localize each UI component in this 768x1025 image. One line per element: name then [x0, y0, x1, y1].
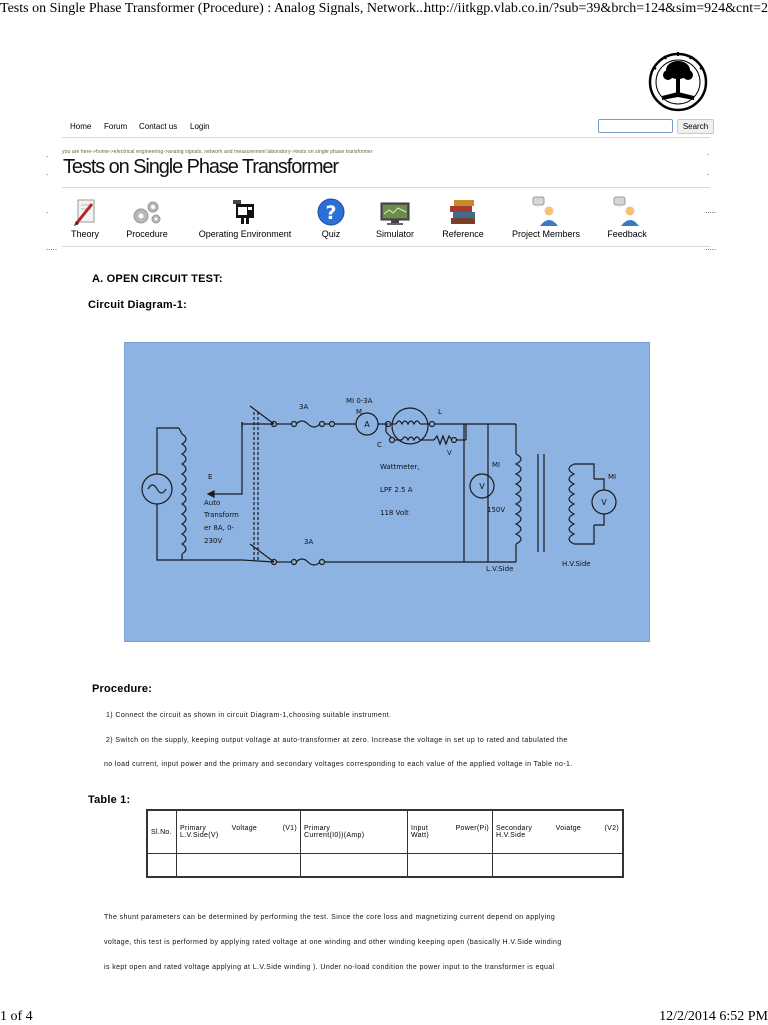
paragraph-line: The shunt parameters can be determined by performing the test. Since the core loss and magnetizing current depend on applying: [104, 914, 556, 921]
separator-dot: .: [46, 206, 49, 215]
autotransformer-label: Auto: [204, 499, 221, 507]
print-date: 12/2/2014 6:52 PM: [659, 1009, 768, 1024]
gears-icon: [131, 198, 163, 226]
tab-label: Feedback: [607, 229, 647, 239]
ammeter-symbol: A: [364, 420, 370, 429]
table-cell: [301, 854, 408, 878]
separator-dot: .: [707, 148, 710, 157]
monitor-icon: [380, 202, 410, 226]
nav-forum[interactable]: Forum: [104, 122, 128, 131]
section-heading: A. OPEN CIRCUIT TEST:: [92, 273, 223, 285]
divider: [62, 246, 710, 247]
film-camera-icon: [232, 200, 258, 226]
print-page-url: http://iitkgp.vlab.co.in/?sub=39&brch=124&sim=924&cnt=2: [424, 1, 768, 16]
wattmeter-terminal-m: M: [356, 408, 363, 416]
separator-dot: .....: [705, 206, 717, 215]
table-cell: [493, 854, 624, 878]
tab-reference[interactable]: [438, 196, 488, 239]
lv-side-label: L.V.Side: [486, 565, 514, 573]
tab-simulator[interactable]: [370, 196, 420, 239]
tab-label: Reference: [442, 229, 484, 239]
print-page-title: Tests on Single Phase Transformer (Procedure) : Analog Signals, Network...: [0, 1, 427, 16]
autotransformer-label: E: [208, 473, 213, 481]
table-header-cell: Input Power(Pi) Watt): [408, 810, 493, 854]
procedure-step-2: 2) Switch on the supply, keeping output voltage at auto-transformer at zero. Increase the voltage in set up to rated and tabulated the: [106, 737, 568, 744]
table-cell: [177, 854, 301, 878]
voltmeter-label: MI: [492, 461, 501, 469]
search-button[interactable]: Search: [677, 119, 714, 134]
separator-dot: .: [46, 150, 49, 159]
wattmeter-spec: 118 Volt: [380, 509, 409, 517]
nav-home[interactable]: Home: [70, 122, 92, 131]
table-header-row: [147, 810, 623, 854]
breadcrumb: you are here->home->electrical engineering->analog signals, network and measurement laboratory->tests on single phase transformer: [62, 149, 373, 155]
table-row: [147, 854, 623, 878]
tab-theory[interactable]: [65, 196, 105, 239]
wattmeter-terminal-l: L: [438, 408, 442, 416]
divider: [62, 187, 710, 188]
page-title: Tests on Single Phase Transformer: [63, 156, 338, 178]
wattmeter-terminal-c: C: [377, 441, 382, 449]
institute-logo-icon: [648, 52, 708, 112]
svg-text:?: ?: [325, 202, 337, 224]
ammeter-label: MI 0-3A: [346, 397, 373, 405]
nav-contact-us[interactable]: Contact us: [139, 122, 178, 131]
fuse-label: 3A: [304, 538, 314, 546]
tab-operating-environment[interactable]: [190, 196, 300, 239]
question-icon: [317, 198, 345, 226]
paragraph-line: voltage, this test is performed by applying rated voltage at one winding and other winding keeping open (basically H.V.Side winding: [104, 939, 562, 946]
hv-side-label: H.V.Side: [562, 560, 591, 568]
table-header-cell: Primary Current(I0))(Amp): [301, 810, 408, 854]
separator-dot: .....: [46, 243, 58, 252]
procedure-step-2-cont: no load current, input power and the primary and secondary voltages corresponding to each value of the applied voltage in Table no-1.: [104, 761, 573, 768]
tab-label: Theory: [70, 229, 99, 239]
diagram-title: Circuit Diagram-1:: [88, 299, 187, 311]
separator-dot: .: [46, 168, 49, 177]
person-chat-icon: [531, 196, 561, 226]
print-page-number: 1 of 4: [0, 1009, 33, 1024]
search-input[interactable]: [598, 119, 673, 133]
separator-dot: .: [707, 168, 710, 177]
voltmeter-symbol: V: [479, 482, 485, 491]
autotransformer-label: er 8A, 0-: [204, 524, 235, 532]
fuse-label: 3A: [299, 403, 309, 411]
voltmeter-symbol: V: [601, 498, 607, 507]
tab-quiz[interactable]: [316, 196, 346, 239]
observation-table: [146, 809, 624, 878]
table-cell: [147, 854, 177, 878]
table-header-cell: Sl.No.: [147, 810, 177, 854]
table-header-cell: Secondary Voiatge (V2) H.V.Side: [493, 810, 624, 854]
wattmeter-spec: LPF 2.5 A: [380, 486, 413, 494]
voltmeter-label: MI: [608, 473, 617, 481]
tab-label: Procedure: [126, 229, 168, 239]
separator-dot: .....: [705, 243, 717, 252]
procedure-heading: Procedure:: [92, 683, 153, 695]
tab-label: Quiz: [321, 229, 341, 239]
circuit-diagram: [124, 342, 650, 642]
autotransformer-label: Transform: [204, 511, 239, 519]
table-title: Table 1:: [88, 794, 131, 806]
books-icon: [448, 198, 478, 226]
tab-procedure[interactable]: [122, 196, 172, 239]
autotransformer-label: 230V: [204, 537, 223, 545]
wattmeter-spec: Wattmeter,: [380, 463, 420, 471]
theory-icon: [72, 198, 98, 226]
paragraph-line: is kept open and rated voltage applying at L.V.Side winding ). Under no-load condition the power input to the transformer is equal: [104, 964, 555, 971]
nav-login[interactable]: Login: [190, 122, 210, 131]
tab-label: Operating Environment: [198, 229, 292, 239]
tab-project-members[interactable]: [505, 196, 587, 239]
voltmeter-range: 150V: [487, 506, 506, 514]
table-cell: [408, 854, 493, 878]
tab-label: Simulator: [375, 229, 414, 239]
procedure-step-1: 1) Connect the circuit as shown in circuit Diagram-1,choosing suitable instrument.: [106, 712, 392, 719]
tab-feedback[interactable]: [602, 196, 652, 239]
tab-label: Project Members: [511, 229, 581, 239]
divider: [62, 137, 710, 138]
person-chat-icon: [612, 196, 642, 226]
table-header-cell: Primary Voltage (V1) L.V.Side(V): [177, 810, 301, 854]
wattmeter-terminal-v: V: [447, 449, 452, 457]
